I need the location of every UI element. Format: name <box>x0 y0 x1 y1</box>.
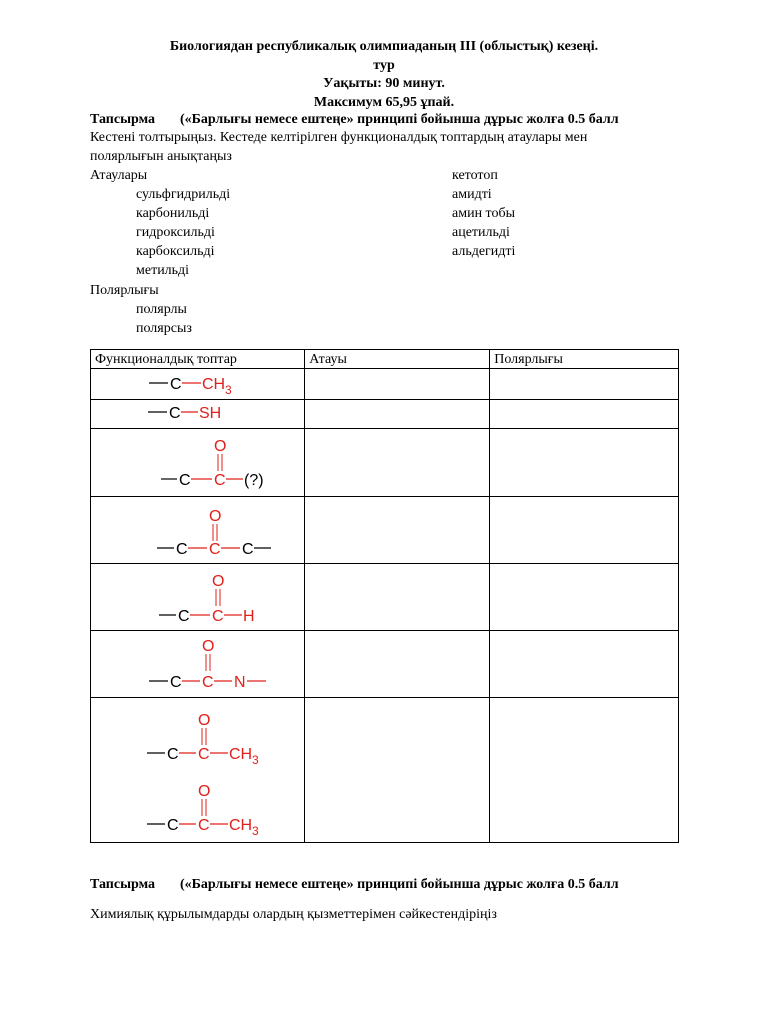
svg-text:C: C <box>178 608 190 625</box>
formula-cell <box>91 429 305 497</box>
formula-cell <box>91 497 305 564</box>
svg-text:C: C <box>169 405 181 422</box>
svg-text:3: 3 <box>252 753 259 767</box>
svg-text:C: C <box>176 541 188 558</box>
table-row <box>91 497 679 564</box>
name-option: амин тобы <box>452 206 516 221</box>
functional-groups-table <box>90 349 679 843</box>
svg-text:3: 3 <box>225 383 232 397</box>
polarity-answer-cell[interactable] <box>490 497 679 564</box>
table-row <box>91 631 679 698</box>
svg-text:CH: CH <box>229 817 253 834</box>
svg-text:H: H <box>243 608 255 625</box>
polarity-answer-cell[interactable] <box>490 429 679 497</box>
svg-text:O: O <box>214 438 227 455</box>
svg-text:C: C <box>212 608 224 625</box>
svg-text:C: C <box>242 541 254 558</box>
table-header-row <box>91 350 679 369</box>
carboxyl-structure <box>91 429 297 496</box>
svg-text:C: C <box>202 674 214 691</box>
svg-text:N: N <box>234 674 246 691</box>
svg-text:CH: CH <box>229 746 253 763</box>
formula-cell <box>91 631 305 698</box>
svg-text:(?): (?) <box>244 472 264 489</box>
name-option: амидті <box>452 187 492 202</box>
svg-text:C: C <box>198 817 210 834</box>
polarity-answer-cell[interactable] <box>490 631 679 698</box>
task2-label: Тапсырма <box>90 877 156 892</box>
task1-text-line2: полярлығын анықтаңыз <box>90 149 232 164</box>
formula-cell <box>91 400 305 429</box>
name-answer-cell[interactable] <box>305 497 490 564</box>
svg-text:C: C <box>170 376 182 393</box>
name-option: ацетильді <box>452 225 510 240</box>
header-name: Атауы <box>305 350 490 369</box>
formula-cell <box>91 698 305 843</box>
svg-text:C: C <box>170 674 182 691</box>
polarity-answer-cell[interactable] <box>490 698 679 843</box>
svg-text:O: O <box>198 783 211 800</box>
svg-text:C: C <box>179 472 191 489</box>
svg-text:C: C <box>198 746 210 763</box>
svg-text:O: O <box>202 638 215 655</box>
task2-instruction: («Барлығы немесе ештеңе» принципі бойынша дұрыс жолға 0.5 балл <box>180 877 619 892</box>
name-option: карбонильді <box>136 206 210 221</box>
sulfhydryl-structure <box>91 400 297 428</box>
names-heading: Атаулары <box>90 168 148 183</box>
polarity-option: полярлы <box>136 302 187 317</box>
svg-text:C: C <box>167 817 179 834</box>
svg-text:O: O <box>198 712 211 729</box>
name-answer-cell[interactable] <box>305 564 490 631</box>
task2-heading <box>90 875 619 894</box>
table-row <box>91 369 679 400</box>
header-polarity: Полярлығы <box>490 350 679 369</box>
task1-instruction: («Барлығы немесе ештеңе» принципі бойынша дұрыс жолға 0.5 балл <box>180 112 619 127</box>
aldehyde-structure <box>91 564 297 630</box>
name-option: карбоксильді <box>136 244 215 259</box>
name-option: сульфгидрильді <box>136 187 231 202</box>
svg-text:O: O <box>209 508 222 525</box>
table-row <box>91 564 679 631</box>
name-option: метильді <box>136 263 190 278</box>
task2-text: Химиялық құрылымдарды олардың қызметтерімен сәйкестендіріңіз <box>90 907 497 922</box>
svg-text:O: O <box>212 573 225 590</box>
name-answer-cell[interactable] <box>305 698 490 843</box>
svg-text:C: C <box>214 472 226 489</box>
polarity-answer-cell[interactable] <box>490 369 679 400</box>
table-row <box>91 400 679 429</box>
doc-title: Биологиядан республикалық олимпиаданың ІІІ (облыстық) кезеңі. <box>169 39 599 54</box>
polarity-answer-cell[interactable] <box>490 400 679 429</box>
doc-time: Уақыты: 90 минут. <box>323 76 445 91</box>
task1-heading <box>90 110 619 129</box>
name-answer-cell[interactable] <box>305 631 490 698</box>
svg-text:C: C <box>167 746 179 763</box>
task1-label: Тапсырма <box>90 112 156 127</box>
table-row <box>91 429 679 497</box>
name-answer-cell[interactable] <box>305 400 490 429</box>
name-answer-cell[interactable] <box>305 369 490 400</box>
name-option: гидроксильді <box>136 225 215 240</box>
acetyl-structures <box>91 698 297 842</box>
svg-text:SH: SH <box>199 405 222 422</box>
name-answer-cell[interactable] <box>305 429 490 497</box>
doc-round: тур <box>373 58 395 73</box>
svg-text:CH: CH <box>202 376 226 393</box>
svg-text:C: C <box>209 541 221 558</box>
name-option: кетотоп <box>452 168 498 183</box>
task1-text-line1: Кестені толтырыңыз. Кестеде келтірілген функционалдық топтардың атаулары мен <box>90 130 588 145</box>
polarity-option: полярсыз <box>136 321 192 336</box>
polarity-heading: Полярлығы <box>90 283 159 298</box>
polarity-answer-cell[interactable] <box>490 564 679 631</box>
header-functional-groups: Функционалдық топтар <box>91 350 305 369</box>
formula-cell <box>91 564 305 631</box>
table-row <box>91 698 679 843</box>
formula-cell <box>91 369 305 400</box>
methyl-structure <box>91 369 297 399</box>
amide-structure <box>91 631 297 697</box>
name-option: альдегидті <box>452 244 516 259</box>
keto-structure <box>91 497 297 563</box>
svg-text:3: 3 <box>252 824 259 838</box>
doc-max-score: Максимум 65,95 ұпай. <box>313 95 455 110</box>
